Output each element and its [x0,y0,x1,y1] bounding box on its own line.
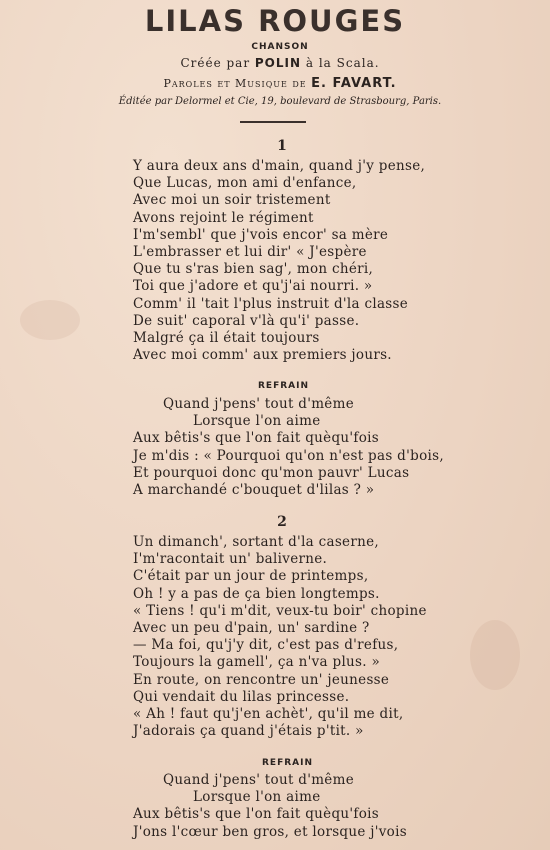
verse-line: Toi que j'adore et qu'j'ai nourri. » [133,278,373,295]
refrain-line: Je m'dis : « Pourquoi qu'on n'est pas d'bois, [133,447,444,464]
refrain-line: Lorsque l'on aime [193,789,321,806]
paper-stain [20,300,80,340]
verse-line: En route, on rencontre un' jeunesse [133,671,390,688]
verse-line: — Ma foi, qu'j'y dit, c'est pas d'refus, [133,637,399,654]
credits-prefix: Paroles et Musique de [163,77,312,90]
verse-line: Malgré ça il était toujours [133,330,320,347]
verse-number: 1 [277,138,287,154]
verse-line: Oh ! y a pas de ça bien longtemps. [133,585,380,602]
verse-1 [133,158,425,364]
refrain-line: Quand j'pens' tout d'même [163,772,354,788]
refrain-line: Aux bêtis's que l'on fait quèqu'fois [133,806,379,823]
verse-line: Y aura deux ans d'main, quand j'y pense, [133,158,426,174]
refrain-2 [133,772,407,841]
verse-line: De suit' caporal v'là qu'i' passe. [133,312,360,329]
verse-line: « Ah ! faut qu'j'en achèt', qu'il me dit, [133,706,404,723]
refrain-line: A marchandé c'bouquet d'lilas ? » [133,482,375,499]
refrain-line: Quand j'pens' tout d'même [163,396,354,412]
performer-name: POLIN [254,56,302,70]
verse-line: C'était par un jour de printemps, [133,568,369,585]
paper-stain [470,620,520,690]
verse-line: Toujours la gamell', ça n'va plus. » [133,654,381,671]
verse-line: Qui vendait du lilas princesse. [133,688,350,705]
verse-2 [133,534,427,740]
title-divider [240,121,306,123]
verse-line: Avec moi comm' aux premiers jours. [133,347,392,364]
verse-line: Que Lucas, mon ami d'enfance, [133,175,357,192]
verse-line: Avec un peu d'pain, un' sardine ? [133,620,370,637]
refrain-line: Et pourquoi donc qu'mon pauvr' Lucas [133,464,410,481]
refrain-label: REFRAIN [258,381,310,391]
genre-label: CHANSON [251,42,309,52]
refrain-1 [133,396,444,499]
verse-line: J'adorais ça quand j'étais p'tit. » [133,723,364,740]
song-title: LILAS ROUGES [144,4,406,38]
creation-line [0,56,550,70]
verse-line: Comm' il 'tait l'plus instruit d'la classe [133,295,409,312]
refrain-label: REFRAIN [262,758,314,768]
verse-number: 2 [277,514,287,530]
verse-line: « Tiens ! qu'i m'dit, veux-tu boir' chopine [133,602,427,619]
creation-suffix: à la Scala. [301,56,380,70]
verse-line: I'm'sembl' que j'vois encor' sa mère [133,226,389,243]
publisher-line: Éditée par Delormel et Cie, 19, boulevard de Strasbourg, Paris. [118,96,442,107]
refrain-line: J'ons l'cœur ben gros, et lorsque j'vois [133,823,407,840]
verse-line: Avons rejoint le régiment [133,209,314,226]
credits-line [0,76,550,91]
verse-line: Un dimanch', sortant d'la caserne, [133,534,379,550]
creation-prefix: Créée par [180,56,255,70]
refrain-line: Lorsque l'on aime [193,413,321,430]
refrain-line: Aux bêtis's que l'on fait quèqu'fois [133,430,379,447]
verse-line: Que tu s'ras bien sag', mon chéri, [133,261,374,278]
verse-line: I'm'racontait un' baliverne. [133,551,328,568]
verse-line: L'embrasser et lui dir' « J'espère [133,244,367,261]
verse-line: Avec moi un soir tristement [133,192,331,209]
author-name: E. FAVART. [311,76,397,91]
